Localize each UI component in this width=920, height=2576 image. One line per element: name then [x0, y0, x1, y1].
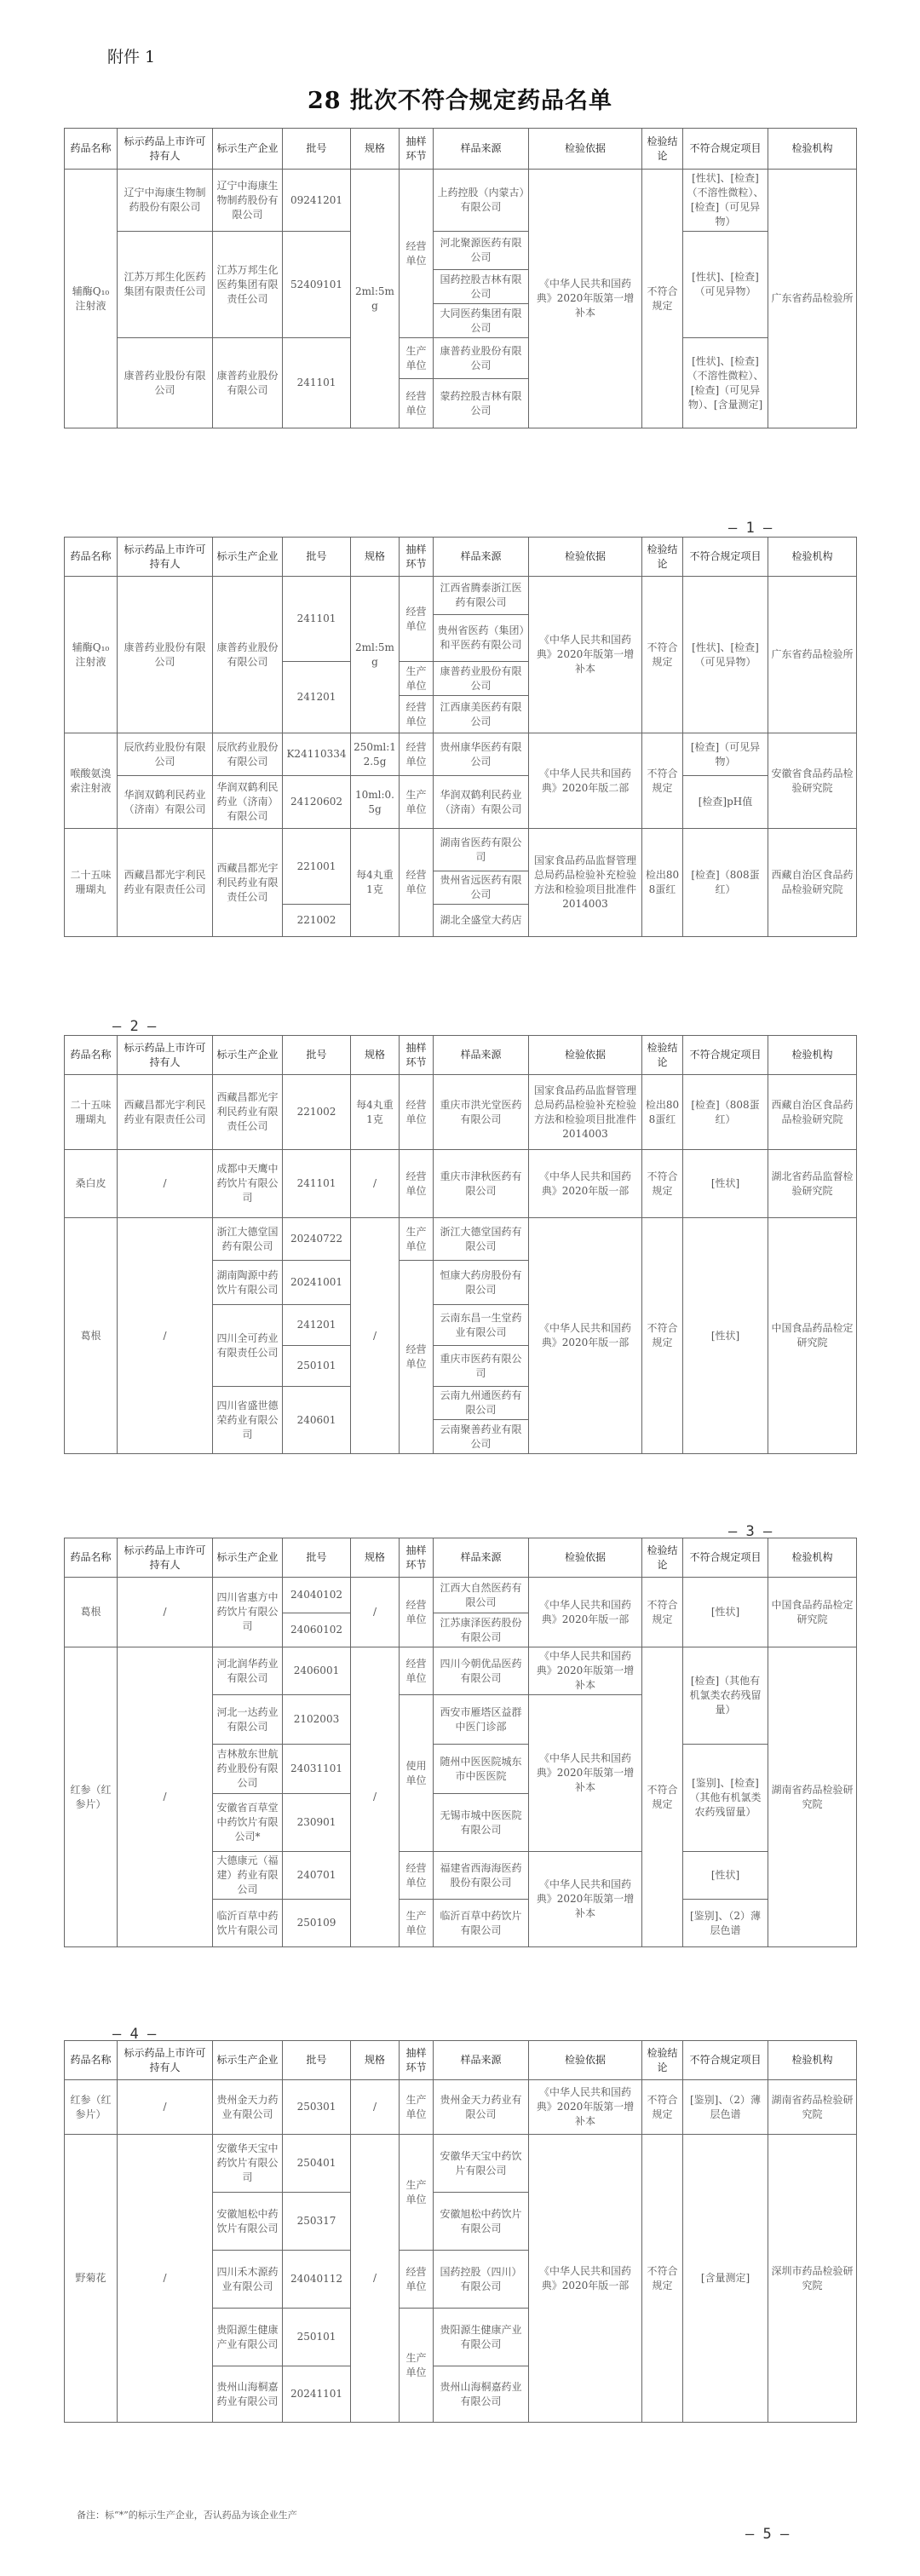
- holder-cell: 西藏昌都光宇利民药业有限责任公司: [118, 829, 213, 937]
- maker-cell: 河北一达药业有限公司: [213, 1695, 283, 1745]
- table-row: [65, 1218, 857, 1261]
- header-cell: 样品来源: [434, 1538, 529, 1578]
- source-cell: 康普药业股份有限公司: [434, 662, 529, 696]
- stage-cell: 生产单位: [400, 1900, 434, 1947]
- stage-cell: 经营单位: [400, 1578, 434, 1647]
- source-cell: 贵州省医药（集团）和平医药有限公司: [434, 615, 529, 662]
- drug-name: 红参（红参片）: [65, 1647, 118, 1947]
- batch-cell: 52409101: [283, 232, 351, 338]
- header-cell: 标示生产企业: [213, 1036, 283, 1075]
- source-cell: 恒康大药房股份有限公司: [434, 1261, 529, 1305]
- source-cell: 大同医药集团有限公司: [434, 304, 529, 338]
- maker-cell: 安徽华天宝中药饮片有限公司: [213, 2135, 283, 2193]
- item-cell: [性状]、[检查]（可见异物）: [683, 232, 768, 338]
- maker-cell: 贵州山海桐嘉药业有限公司: [213, 2366, 283, 2423]
- batch-cell: 250301: [283, 2080, 351, 2135]
- basis-cell: 《中华人民共和国药典》2020年版第一增补本: [529, 2080, 642, 2135]
- basis-cell: 《中华人民共和国药典》2020年版二部: [529, 733, 642, 829]
- drug-name: 喉酸氨溴索注射液: [65, 733, 118, 829]
- spec-cell: 每4丸重1克: [351, 829, 400, 937]
- header-row: [65, 2041, 857, 2080]
- item-cell: [检查]（808蛋红）: [683, 1075, 768, 1150]
- header-cell: 检验结论: [642, 1036, 683, 1075]
- batch-cell: 240601: [283, 1387, 351, 1454]
- source-cell: 江西康美医药有限公司: [434, 696, 529, 733]
- batch-cell: 240701: [283, 1852, 351, 1900]
- holder-cell: 康普药业股份有限公司: [118, 338, 213, 428]
- source-cell: 国药控股吉林有限公司: [434, 270, 529, 304]
- maker-cell: 西藏昌都光宇利民药业有限责任公司: [213, 829, 283, 937]
- source-cell: 临沂百草中药饮片有限公司: [434, 1900, 529, 1947]
- source-cell: 河北聚源医药有限公司: [434, 232, 529, 270]
- batch-cell: 24040112: [283, 2251, 351, 2309]
- table-page-3: [64, 1035, 857, 1454]
- header-cell: 药品名称: [65, 538, 118, 577]
- stage-cell: 使用单位: [400, 1695, 434, 1852]
- header-cell: 检验依据: [529, 538, 642, 577]
- header-cell: 标示生产企业: [213, 538, 283, 577]
- item-cell: [性状]: [683, 1578, 768, 1647]
- source-cell: 康普药业股份有限公司: [434, 338, 529, 379]
- table-row: [65, 2135, 857, 2193]
- basis-cell: 《中华人民共和国药典》2020年版第一增补本: [529, 577, 642, 733]
- stage-cell: 经营单位: [400, 577, 434, 662]
- drug-name: 桑白皮: [65, 1150, 118, 1218]
- conclusion-cell: 不符合规定: [642, 1150, 683, 1218]
- source-cell: 贵州康华医药有限公司: [434, 733, 529, 776]
- item-cell: [性状]、[检查]（不溶性微粒）、[检查]（可见异物）: [683, 170, 768, 232]
- header-cell: 批号: [283, 538, 351, 577]
- holder-cell: 康普药业股份有限公司: [118, 577, 213, 733]
- spec-cell: 2ml:5mg: [351, 170, 400, 428]
- batch-cell: 24031101: [283, 1745, 351, 1794]
- drug-name: 辅酶Q₁₀注射液: [65, 577, 118, 733]
- header-cell: 不符合规定项目: [683, 1538, 768, 1578]
- table-row: [65, 1075, 857, 1150]
- stage-cell: 生产单位: [400, 2135, 434, 2251]
- header-cell: 抽样环节: [400, 1538, 434, 1578]
- lab-cell: 湖南省药品检验研究院: [768, 1647, 857, 1947]
- maker-cell: 吉林敖东世航药业股份有限公司: [213, 1745, 283, 1794]
- batch-cell: 20241001: [283, 1261, 351, 1305]
- header-cell: 样品来源: [434, 538, 529, 577]
- spec-cell: /: [351, 2080, 400, 2135]
- maker-cell: 安徽省百草堂中药饮片有限公司*: [213, 1794, 283, 1852]
- page-number: — 3 —: [728, 1523, 773, 1540]
- batch-cell: 09241201: [283, 170, 351, 232]
- source-cell: 华润双鹤利民药业（济南）有限公司: [434, 776, 529, 829]
- batch-cell: K24110334: [283, 733, 351, 776]
- conclusion-cell: 不符合规定: [642, 2135, 683, 2423]
- spec-cell: /: [351, 2135, 400, 2423]
- header-cell: 检验机构: [768, 129, 857, 170]
- batch-cell: 241201: [283, 662, 351, 733]
- item-cell: [性状]、[检查]（不溶性微粒）、[检查]（可见异物）、[含量测定]: [683, 338, 768, 428]
- source-cell: 重庆市洪光堂医药有限公司: [434, 1075, 529, 1150]
- maker-cell: 浙江大德堂国药有限公司: [213, 1218, 283, 1261]
- spec-cell: /: [351, 1218, 400, 1454]
- source-cell: 四川今朝优品医药有限公司: [434, 1647, 529, 1695]
- source-cell: 贵州省远医药有限公司: [434, 871, 529, 905]
- item-cell: [鉴别]、（2）薄层色谱: [683, 2080, 768, 2135]
- basis-cell: 《中华人民共和国药典》2020年版第一增补本: [529, 1647, 642, 1695]
- lab-cell: 西藏自治区食品药品检验研究院: [768, 829, 857, 937]
- source-cell: 安徽华天宝中药饮片有限公司: [434, 2135, 529, 2193]
- stage-cell: 经营单位: [400, 733, 434, 776]
- batch-cell: 24120602: [283, 776, 351, 829]
- holder-cell: 华润双鹤利民药业（济南）有限公司: [118, 776, 213, 829]
- batch-cell: 250101: [283, 2309, 351, 2366]
- header-cell: 检验依据: [529, 2041, 642, 2080]
- table-page-2: [64, 537, 857, 937]
- stage-cell: 生产单位: [400, 662, 434, 696]
- batch-cell: 241101: [283, 577, 351, 662]
- maker-cell: 华润双鹤利民药业（济南）有限公司: [213, 776, 283, 829]
- item-cell: [性状]: [683, 1218, 768, 1454]
- conclusion-cell: 不符合规定: [642, 577, 683, 733]
- item-cell: [性状]: [683, 1150, 768, 1218]
- conclusion-cell: 不符合规定: [642, 1578, 683, 1647]
- stage-cell: 经营单位: [400, 2251, 434, 2309]
- header-cell: 检验机构: [768, 538, 857, 577]
- header-cell: 药品名称: [65, 1538, 118, 1578]
- table-row: [65, 733, 857, 776]
- lab-cell: 安徽省食品药品检验研究院: [768, 733, 857, 829]
- item-cell: [检查]（其他有机氯类农药残留量）: [683, 1647, 768, 1745]
- maker-cell: 贵州金天力药业有限公司: [213, 2080, 283, 2135]
- conclusion-cell: 不符合规定: [642, 2080, 683, 2135]
- table-page-1: [64, 128, 857, 428]
- basis-cell: 《中华人民共和国药典》2020年版一部: [529, 2135, 642, 2423]
- stage-cell: 经营单位: [400, 829, 434, 937]
- maker-cell: 西藏昌都光宇利民药业有限责任公司: [213, 1075, 283, 1150]
- maker-cell: 安徽旭松中药饮片有限公司: [213, 2193, 283, 2251]
- page-number: — 4 —: [112, 2026, 157, 2043]
- source-cell: 福建省西海海医药股份有限公司: [434, 1852, 529, 1900]
- stage-cell: 经营单位: [400, 1647, 434, 1695]
- drug-name: 葛根: [65, 1218, 118, 1454]
- source-cell: 云南聚善药业有限公司: [434, 1420, 529, 1454]
- maker-cell: 成都中天鹰中药饮片有限公司: [213, 1150, 283, 1218]
- header-cell: 检验依据: [529, 1036, 642, 1075]
- holder-cell: 江苏万邦生化医药集团有限责任公司: [118, 232, 213, 338]
- table-page-5: [64, 2040, 857, 2423]
- table-row: [65, 776, 857, 829]
- stage-cell: 经营单位: [400, 1261, 434, 1454]
- batch-cell: 221001: [283, 829, 351, 905]
- maker-cell: 大德康元（福建）药业有限公司: [213, 1852, 283, 1900]
- maker-cell: 辽宁中海康生物制药股份有限公司: [213, 170, 283, 232]
- source-cell: 国药控股（四川）有限公司: [434, 2251, 529, 2309]
- batch-cell: 241101: [283, 338, 351, 428]
- table-row: [65, 1150, 857, 1218]
- drug-name: 二十五味珊瑚丸: [65, 829, 118, 937]
- source-cell: 贵州山海桐嘉药业有限公司: [434, 2366, 529, 2423]
- header-cell: 批号: [283, 1538, 351, 1578]
- table-row: [65, 2080, 857, 2135]
- spec-cell: 10ml:0.5g: [351, 776, 400, 829]
- stage-cell: 经营单位: [400, 170, 434, 338]
- header-cell: 规格: [351, 1538, 400, 1578]
- page-number: — 1 —: [728, 520, 773, 537]
- source-cell: 云南九州通医药有限公司: [434, 1387, 529, 1420]
- maker-cell: 贵阳源生健康产业有限公司: [213, 2309, 283, 2366]
- source-cell: 无锡市城中医医院有限公司: [434, 1794, 529, 1852]
- holder-cell: /: [118, 2080, 213, 2135]
- table-row: [65, 577, 857, 615]
- item-cell: [检查]pH值: [683, 776, 768, 829]
- source-cell: 贵阳源生健康产业有限公司: [434, 2309, 529, 2366]
- header-cell: 抽样环节: [400, 538, 434, 577]
- lab-cell: 湖北省药品监督检验研究院: [768, 1150, 857, 1218]
- header-cell: 标示药品上市许可持有人: [118, 1036, 213, 1075]
- table-row: [65, 1647, 857, 1695]
- header-cell: 标示药品上市许可持有人: [118, 2041, 213, 2080]
- item-cell: [鉴别]、[检查]（其他有机氯类农药残留量）: [683, 1745, 768, 1852]
- source-cell: 湖北全盛堂大药店: [434, 905, 529, 937]
- lab-cell: 广东省药品检验所: [768, 170, 857, 428]
- spec-cell: /: [351, 1647, 400, 1947]
- header-cell: 标示生产企业: [213, 2041, 283, 2080]
- header-row: [65, 1538, 857, 1578]
- maker-cell: 河北润华药业有限公司: [213, 1647, 283, 1695]
- source-cell: 云南东昌一生堂药业有限公司: [434, 1305, 529, 1346]
- header-row: [65, 1036, 857, 1075]
- header-cell: 标示药品上市许可持有人: [118, 1538, 213, 1578]
- page-number: — 2 —: [112, 1018, 157, 1035]
- maker-cell: 康普药业股份有限公司: [213, 338, 283, 428]
- holder-cell: /: [118, 1150, 213, 1218]
- header-cell: 批号: [283, 129, 351, 170]
- lab-cell: 中国食品药品检定研究院: [768, 1218, 857, 1454]
- header-cell: 批号: [283, 2041, 351, 2080]
- header-cell: 检验结论: [642, 129, 683, 170]
- holder-cell: /: [118, 1218, 213, 1454]
- basis-cell: 《中华人民共和国药典》2020年版一部: [529, 1150, 642, 1218]
- source-cell: 重庆市津秋医药有限公司: [434, 1150, 529, 1218]
- table-row: [65, 232, 857, 270]
- header-cell: 标示药品上市许可持有人: [118, 538, 213, 577]
- batch-cell: 24040102: [283, 1578, 351, 1613]
- maker-cell: 辰欣药业股份有限公司: [213, 733, 283, 776]
- spec-cell: 2ml:5mg: [351, 577, 400, 733]
- source-cell: 重庆市医药有限公司: [434, 1346, 529, 1387]
- maker-cell: 四川省惠方中药饮片有限公司: [213, 1578, 283, 1647]
- attachment-label: 附件 1: [107, 48, 156, 66]
- header-cell: 规格: [351, 2041, 400, 2080]
- batch-cell: 20241101: [283, 2366, 351, 2423]
- spec-cell: /: [351, 1578, 400, 1647]
- basis-cell: 《中华人民共和国药典》2020年版一部: [529, 1578, 642, 1647]
- item-cell: [鉴别]、（2）薄层色谱: [683, 1900, 768, 1947]
- stage-cell: 经营单位: [400, 1852, 434, 1900]
- table-row: [65, 170, 857, 232]
- header-cell: 批号: [283, 1036, 351, 1075]
- batch-cell: 250401: [283, 2135, 351, 2193]
- maker-cell: 四川全可药业有限责任公司: [213, 1305, 283, 1387]
- header-cell: 样品来源: [434, 129, 529, 170]
- conclusion-cell: 不符合规定: [642, 1218, 683, 1454]
- maker-cell: 江苏万邦生化医药集团有限责任公司: [213, 232, 283, 338]
- spec-cell: /: [351, 1150, 400, 1218]
- stage-cell: 经营单位: [400, 1150, 434, 1218]
- source-cell: 江苏康泽医药股份有限公司: [434, 1613, 529, 1647]
- header-cell: 抽样环节: [400, 129, 434, 170]
- conclusion-cell: 不符合规定: [642, 170, 683, 428]
- source-cell: 上药控股（内蒙古）有限公司: [434, 170, 529, 232]
- drug-name: 葛根: [65, 1578, 118, 1647]
- item-cell: [检查]（可见异物）: [683, 733, 768, 776]
- header-cell: 检验机构: [768, 2041, 857, 2080]
- source-cell: 随州中医医院城东市中医医院: [434, 1745, 529, 1794]
- header-cell: 样品来源: [434, 1036, 529, 1075]
- holder-cell: /: [118, 1578, 213, 1647]
- header-cell: 检验机构: [768, 1538, 857, 1578]
- header-cell: 检验结论: [642, 2041, 683, 2080]
- item-cell: [含量测定]: [683, 2135, 768, 2423]
- header-cell: 规格: [351, 1036, 400, 1075]
- header-cell: 规格: [351, 129, 400, 170]
- basis-cell: 《中华人民共和国药典》2020年版一部: [529, 1218, 642, 1454]
- batch-cell: 230901: [283, 1794, 351, 1852]
- drug-name: 野菊花: [65, 2135, 118, 2423]
- header-cell: 不符合规定项目: [683, 129, 768, 170]
- source-cell: 西安市雁塔区益群中医门诊部: [434, 1695, 529, 1745]
- header-cell: 标示药品上市许可持有人: [118, 129, 213, 170]
- header-cell: 检验结论: [642, 1538, 683, 1578]
- item-cell: [性状]: [683, 1852, 768, 1900]
- batch-cell: 20240722: [283, 1218, 351, 1261]
- header-cell: 检验结论: [642, 538, 683, 577]
- table-row: [65, 1578, 857, 1613]
- stage-cell: 经营单位: [400, 696, 434, 733]
- source-cell: 安徽旭松中药饮片有限公司: [434, 2193, 529, 2251]
- spec-cell: 250ml:12.5g: [351, 733, 400, 776]
- conclusion-cell: 不符合规定: [642, 733, 683, 829]
- header-row: [65, 538, 857, 577]
- lab-cell: 湖南省药品检验研究院: [768, 2080, 857, 2135]
- stage-cell: 经营单位: [400, 379, 434, 428]
- lab-cell: 西藏自治区食品药品检验研究院: [768, 1075, 857, 1150]
- source-cell: 江西省腾泰浙江医药有限公司: [434, 577, 529, 615]
- table-row: [65, 338, 857, 379]
- table-page-4: [64, 1538, 857, 1947]
- batch-cell: 241101: [283, 1150, 351, 1218]
- basis-cell: 《中华人民共和国药典》2020年版第一增补本: [529, 1695, 642, 1852]
- stage-cell: 生产单位: [400, 2080, 434, 2135]
- batch-cell: 250109: [283, 1900, 351, 1947]
- basis-cell: 《中华人民共和国药典》2020年版第一增补本: [529, 170, 642, 428]
- maker-cell: 康普药业股份有限公司: [213, 577, 283, 733]
- stage-cell: 生产单位: [400, 2309, 434, 2423]
- batch-cell: 2102003: [283, 1695, 351, 1745]
- stage-cell: 生产单位: [400, 1218, 434, 1261]
- holder-cell: /: [118, 2135, 213, 2423]
- source-cell: 蒙药控股吉林有限公司: [434, 379, 529, 428]
- header-cell: 检验依据: [529, 129, 642, 170]
- batch-cell: 2406001: [283, 1647, 351, 1695]
- conclusion-cell: 检出808蛋红: [642, 1075, 683, 1150]
- basis-cell: 国家食品药品监督管理总局药品检验补充检验方法和检验项目批准件2014003: [529, 1075, 642, 1150]
- item-cell: [性状]、[检查]（可见异物）: [683, 577, 768, 733]
- batch-cell: 221002: [283, 905, 351, 937]
- footnote: 备注：标“*”的标示生产企业，否认药品为该企业生产: [77, 2510, 297, 2521]
- header-cell: 检验依据: [529, 1538, 642, 1578]
- header-cell: 标示生产企业: [213, 1538, 283, 1578]
- stage-cell: 生产单位: [400, 338, 434, 379]
- source-cell: 江西大自然医药有限公司: [434, 1578, 529, 1613]
- document-title: 28 批次不符合规定药品名单: [308, 88, 612, 114]
- header-row: [65, 129, 857, 170]
- holder-cell: 辰欣药业股份有限公司: [118, 733, 213, 776]
- lab-cell: 中国食品药品检定研究院: [768, 1578, 857, 1647]
- table-row: [65, 829, 857, 871]
- header-cell: 检验机构: [768, 1036, 857, 1075]
- maker-cell: 四川禾木源药业有限公司: [213, 2251, 283, 2309]
- conclusion-cell: 不符合规定: [642, 1647, 683, 1947]
- basis-cell: 《中华人民共和国药典》2020年版第一增补本: [529, 1852, 642, 1947]
- holder-cell: 西藏昌都光宇利民药业有限责任公司: [118, 1075, 213, 1150]
- header-cell: 不符合规定项目: [683, 1036, 768, 1075]
- header-cell: 不符合规定项目: [683, 538, 768, 577]
- source-cell: 贵州金天力药业有限公司: [434, 2080, 529, 2135]
- lab-cell: 深圳市药品检验研究院: [768, 2135, 857, 2423]
- maker-cell: 湖南陶源中药饮片有限公司: [213, 1261, 283, 1305]
- item-cell: [检查]（808蛋红）: [683, 829, 768, 937]
- batch-cell: 221002: [283, 1075, 351, 1150]
- conclusion-cell: 检出808蛋红: [642, 829, 683, 937]
- source-cell: 湖南省医药有限公司: [434, 829, 529, 871]
- holder-cell: /: [118, 1647, 213, 1947]
- source-cell: 浙江大德堂国药有限公司: [434, 1218, 529, 1261]
- header-cell: 抽样环节: [400, 2041, 434, 2080]
- holder-cell: 辽宁中海康生物制药股份有限公司: [118, 170, 213, 232]
- header-cell: 药品名称: [65, 2041, 118, 2080]
- maker-cell: 四川省盛世德荣药业有限公司: [213, 1387, 283, 1454]
- header-cell: 药品名称: [65, 1036, 118, 1075]
- drug-name: 二十五味珊瑚丸: [65, 1075, 118, 1150]
- batch-cell: 24060102: [283, 1613, 351, 1647]
- spec-cell: 每4丸重1克: [351, 1075, 400, 1150]
- stage-cell: 生产单位: [400, 776, 434, 829]
- header-cell: 规格: [351, 538, 400, 577]
- batch-cell: 250317: [283, 2193, 351, 2251]
- drug-name: 辅酶Q₁₀注射液: [65, 170, 118, 428]
- drug-name: 红参（红参片）: [65, 2080, 118, 2135]
- header-cell: 样品来源: [434, 2041, 529, 2080]
- batch-cell: 241201: [283, 1305, 351, 1346]
- lab-cell: 广东省药品检验所: [768, 577, 857, 733]
- header-cell: 标示生产企业: [213, 129, 283, 170]
- basis-cell: 国家食品药品监督管理总局药品检验补充检验方法和检验项目批准件2014003: [529, 829, 642, 937]
- header-cell: 不符合规定项目: [683, 2041, 768, 2080]
- maker-cell: 临沂百草中药饮片有限公司: [213, 1900, 283, 1947]
- page-number: — 5 —: [745, 2526, 790, 2543]
- batch-cell: 250101: [283, 1346, 351, 1387]
- header-cell: 抽样环节: [400, 1036, 434, 1075]
- stage-cell: 经营单位: [400, 1075, 434, 1150]
- header-cell: 药品名称: [65, 129, 118, 170]
